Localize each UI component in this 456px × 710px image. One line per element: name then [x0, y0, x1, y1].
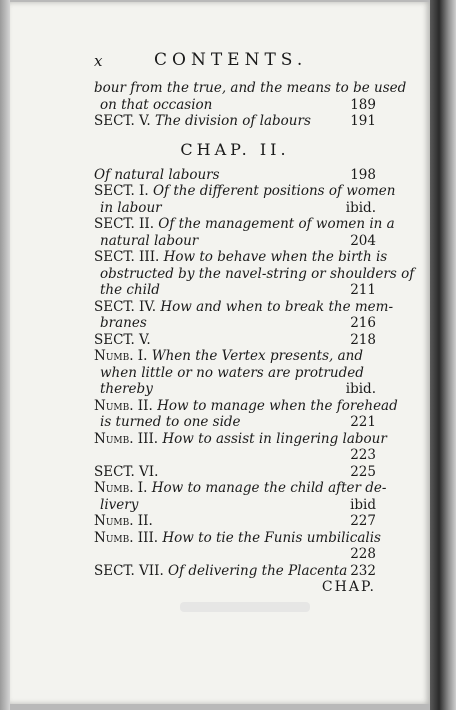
- section-label: SECT. V.: [94, 331, 151, 348]
- entry-line: [94, 80, 407, 97]
- entry-line: [94, 265, 415, 283]
- contents-list-chapter: [94, 166, 415, 580]
- page-number: 211: [350, 282, 376, 298]
- section-label: Numb. III.: [94, 529, 159, 546]
- contents-entry: [94, 113, 376, 130]
- section-label: SECT. VI.: [94, 463, 159, 480]
- entry-line: [94, 480, 387, 497]
- catchword: CHAP.: [321, 579, 376, 595]
- page-number: 204: [350, 232, 376, 249]
- page-number: 191: [350, 113, 376, 129]
- entry-title: in labour: [100, 199, 162, 216]
- entry-title: branes: [100, 315, 147, 331]
- entry-title: How to tie the Funis umbilicalis: [162, 529, 381, 546]
- entry-line: [94, 529, 381, 547]
- contents-list-top: [94, 80, 407, 130]
- contents-entry: [94, 513, 376, 530]
- entry-title: on that occasion: [100, 96, 213, 113]
- entry-title: The division of labours: [155, 113, 311, 129]
- entry-line: [94, 97, 376, 114]
- contents-entry: [94, 480, 387, 513]
- contents-entry: [94, 348, 376, 398]
- entry-line: [94, 464, 376, 481]
- entry-title: How to behave when the birth is: [163, 249, 388, 265]
- entry-title: the child: [100, 282, 160, 298]
- entry-title: How to manage when the forehead: [157, 397, 398, 414]
- page-number: 227: [350, 513, 376, 529]
- page-left-edge: [0, 0, 10, 710]
- page-header: [94, 50, 376, 80]
- page-number: 232: [350, 562, 376, 579]
- page-number: 228: [350, 546, 376, 562]
- section-label: Numb. II.: [94, 397, 153, 414]
- section-label: SECT. III.: [94, 249, 160, 265]
- entry-line: [94, 381, 376, 398]
- entry-title: How to manage the child after de-: [151, 480, 387, 496]
- page-number: 198: [350, 166, 376, 183]
- entry-line: [94, 233, 376, 250]
- entry-line: [94, 497, 376, 514]
- entry-line: [94, 430, 387, 448]
- entry-title: when little or no waters are protruded: [100, 364, 364, 381]
- entry-line: [94, 365, 376, 382]
- entry-line: [94, 298, 394, 316]
- contents-entry: [94, 529, 381, 563]
- contents-entry: [94, 430, 387, 464]
- contents-entry: [94, 167, 376, 184]
- entry-line: [94, 397, 398, 415]
- contents-entry: [94, 249, 415, 299]
- section-label: Numb. II.: [94, 513, 153, 529]
- page-number: 189: [350, 96, 376, 113]
- page-number: ibid.: [345, 381, 376, 397]
- running-title: CONTENTS.: [154, 50, 308, 70]
- entry-title: How to assist in lingering labour: [162, 430, 387, 447]
- contents-entry: [94, 80, 407, 113]
- contents-entry: [94, 183, 396, 216]
- contents-entry: [94, 397, 398, 431]
- page-number: ibid.: [345, 199, 376, 216]
- entry-line: [94, 315, 376, 332]
- contents-entry: [94, 298, 394, 332]
- contents-entry: [94, 563, 376, 580]
- section-label: SECT. I.: [94, 183, 149, 199]
- entry-line: [94, 113, 376, 130]
- section-label: SECT. II.: [94, 216, 154, 232]
- page-number: 225: [350, 463, 376, 480]
- section-label: Numb. III.: [94, 430, 159, 447]
- entry-title: Of delivering the Placenta: [168, 562, 348, 579]
- entry-line: [94, 282, 376, 299]
- entry-title: How and when to break the mem-: [160, 298, 394, 315]
- page-number: 223: [350, 447, 376, 463]
- entry-title: Of natural labours: [94, 166, 220, 183]
- contents-page-text: [94, 50, 415, 595]
- entry-title: Of the management of women in a: [158, 216, 395, 232]
- entry-line: [94, 332, 376, 349]
- entry-line: [94, 563, 376, 580]
- entry-title: is turned to one side: [100, 414, 241, 430]
- folio-number: x: [94, 52, 103, 70]
- section-label: SECT. VII.: [94, 562, 164, 579]
- entry-title: obstructed by the navel-string or shoulders of: [100, 265, 415, 282]
- entry-line: [94, 249, 388, 266]
- entry-line: [94, 167, 376, 184]
- entry-line: [94, 216, 395, 233]
- page-number: ibid: [350, 496, 376, 513]
- contents-entry: [94, 216, 395, 249]
- entry-title: natural labour: [100, 232, 199, 249]
- entry-title: bour from the true, and the means to be used: [94, 80, 407, 96]
- entry-title: When the Vertex presents, and: [151, 348, 363, 364]
- entry-line: [94, 513, 376, 530]
- entry-title: Of the different positions of women: [152, 183, 396, 199]
- entry-line: [94, 348, 376, 365]
- section-label: SECT. IV.: [94, 298, 157, 315]
- book-spine: [430, 0, 456, 710]
- entry-line: [94, 200, 376, 217]
- section-label: SECT. V.: [94, 113, 151, 129]
- contents-entry: [94, 332, 376, 349]
- section-label: Numb. I.: [94, 480, 148, 496]
- entry-line: [94, 183, 396, 200]
- entry-title: livery: [100, 496, 139, 513]
- entry-title: thereby: [100, 381, 153, 397]
- page-number: 218: [350, 331, 376, 348]
- section-label: Numb. I.: [94, 348, 148, 364]
- contents-entry: [94, 464, 376, 481]
- page-number: 216: [350, 315, 376, 331]
- entry-line: [94, 414, 376, 431]
- chapter-heading: CHAP. II.: [180, 139, 290, 159]
- faded-stamp-smudge: [180, 602, 310, 612]
- page-number: 221: [350, 414, 376, 430]
